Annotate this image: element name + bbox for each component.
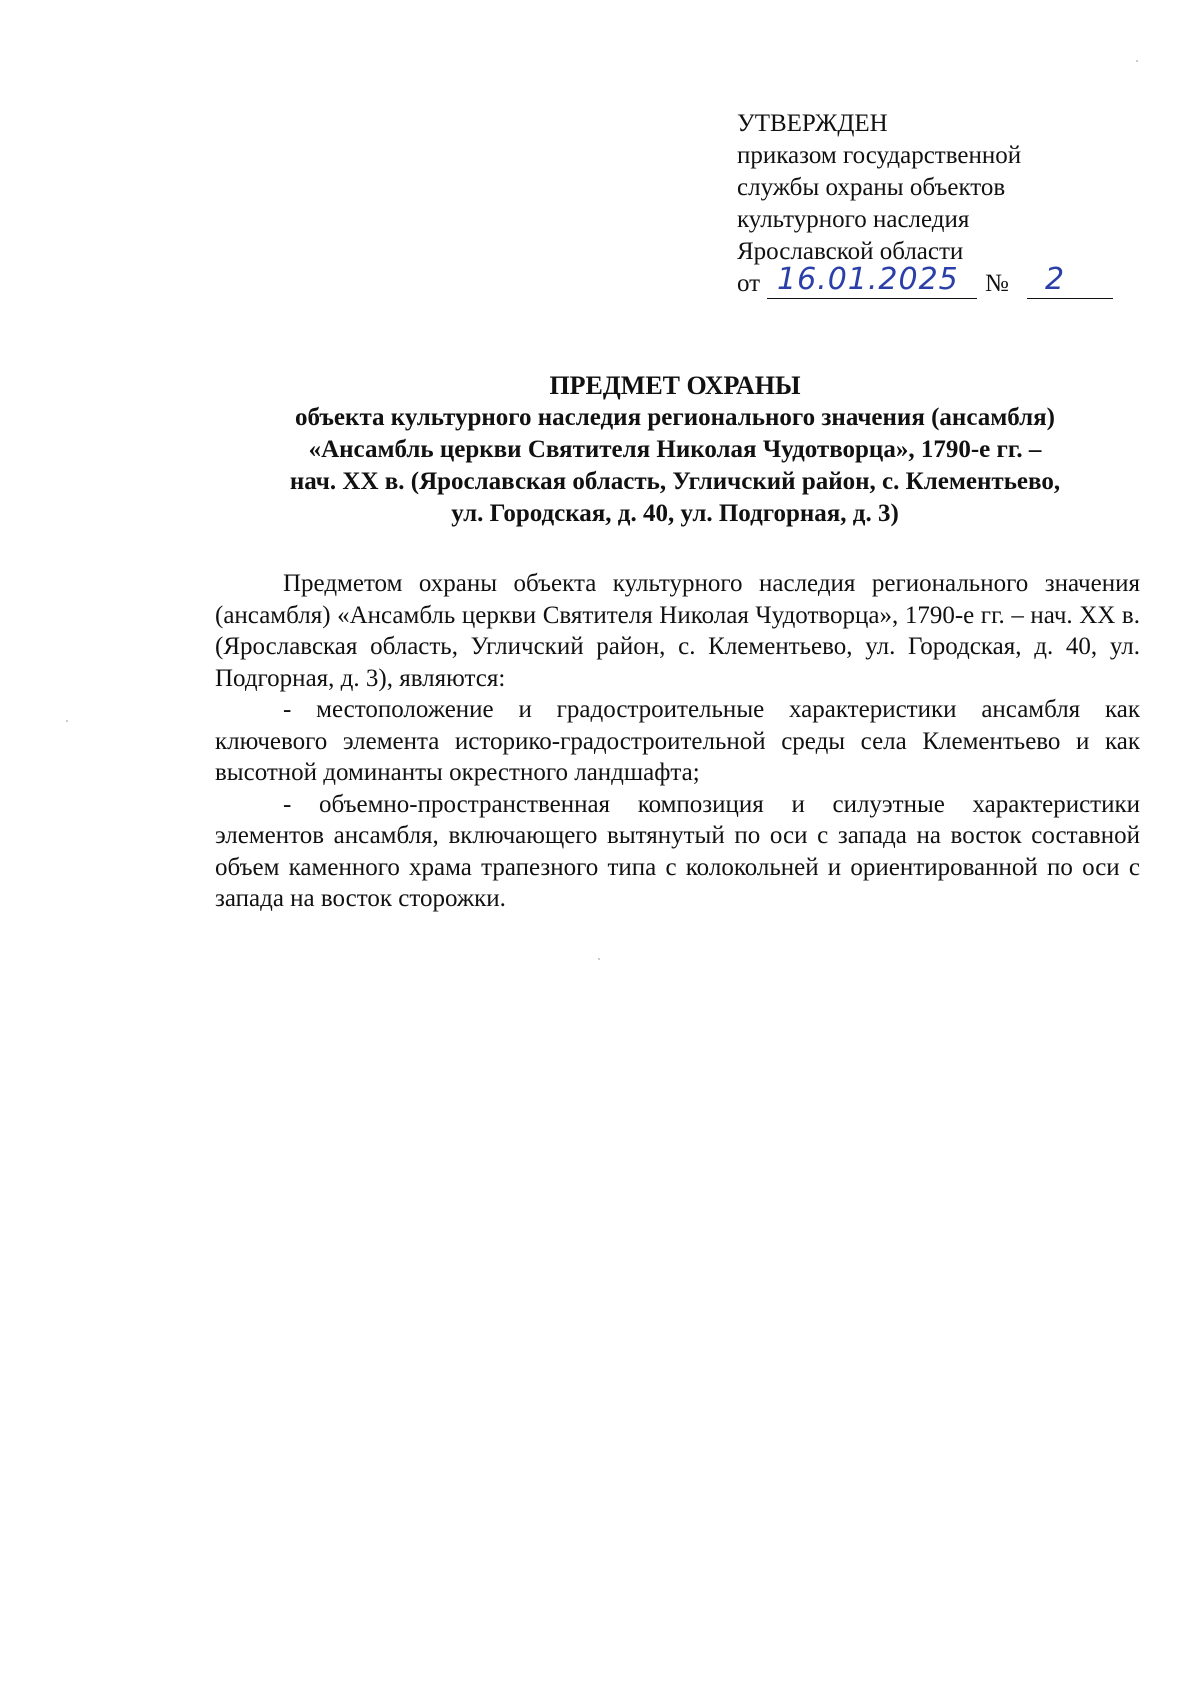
handwritten-date: 16.01.2025 [777, 262, 959, 297]
approval-line: культурного наследия [737, 206, 970, 233]
number-prefix: № [985, 270, 1009, 297]
approval-line: приказом государственной [737, 142, 1022, 169]
number-blank [1027, 262, 1113, 299]
approval-line: Ярославской области [737, 238, 964, 265]
approval-stamp [737, 108, 1066, 300]
title-line: «Ансамбль церкви Святителя Николая Чудотворца», 1790-е гг. – [308, 436, 1042, 463]
title-line: ул. Городская, д. 40, ул. Подгорная, д. 3) [451, 500, 899, 527]
title-line: нач. XX в. (Ярославская область, Угличский район, с. Клементьево, [289, 468, 1061, 495]
title-line: объекта культурного наследия регионального значения (ансамбля) [294, 404, 1056, 431]
scan-speck [66, 720, 68, 722]
document-body [215, 568, 1140, 915]
date-prefix: от [737, 270, 761, 297]
handwritten-number: 2 [1045, 262, 1066, 297]
approval-date-line [737, 262, 1066, 300]
body-paragraph: - объемно-пространственная композиция и силуэтные характеристики элементов ансамбля, включающего вытянутый по оси с запада на восток составной объем каменного храма трапезного типа с колокольней и ориентированной по оси с запада на восток сторожки. [215, 790, 1140, 912]
title-main: ПРЕДМЕТ ОХРАНЫ [549, 371, 801, 400]
document-title [205, 370, 1145, 530]
date-blank [767, 262, 977, 299]
approval-line: службы охраны объектов [737, 174, 1006, 201]
body-paragraph: - местоположение и градостроительные характеристики ансамбля как ключевого элемента историко-градостроительной среды села Клементьево и как высотной доминанты окрестного ландшафта; [215, 696, 1140, 786]
scan-speck [598, 958, 600, 960]
body-paragraph: Предметом охраны объекта культурного наследия регионального значения (ансамбля) «Ансамбль церкви Святителя Николая Чудотворца», 1790-е гг. – нач. XX в. (Ярославская область, Угличский район, с. Клементьево, ул. Городская, д. 40, ул. Подгорная, д. 3), являются: [215, 570, 1140, 692]
scan-speck [1136, 60, 1138, 62]
approval-heading: УТВЕРЖДЕН [737, 110, 888, 137]
